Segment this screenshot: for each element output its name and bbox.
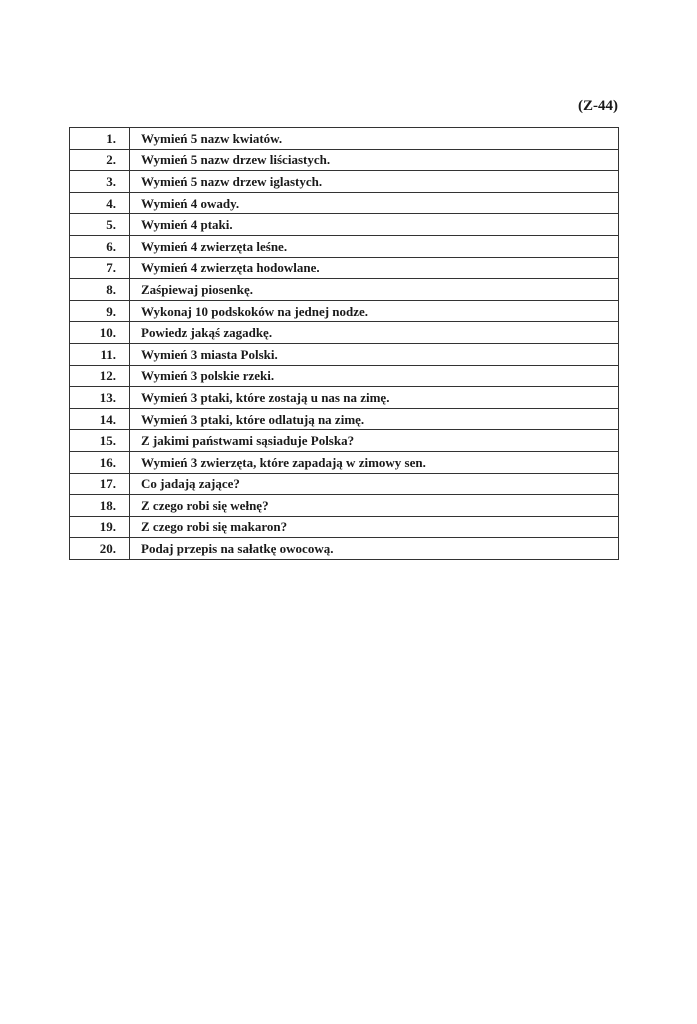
task-number: 1.: [70, 128, 130, 150]
table-row: [70, 451, 619, 473]
table-row: [70, 300, 619, 322]
task-number: 7.: [70, 257, 130, 279]
table-row: [70, 473, 619, 495]
table-row: [70, 538, 619, 560]
table-row: [70, 214, 619, 236]
task-text: Wymień 3 zwierzęta, które zapadają w zimowy sen.: [130, 451, 619, 473]
task-number: 8.: [70, 279, 130, 301]
task-number: 12.: [70, 365, 130, 387]
tasks-table-body: [70, 128, 619, 560]
task-text: Wymień 4 zwierzęta hodowlane.: [130, 257, 619, 279]
task-number: 13.: [70, 387, 130, 409]
task-number: 20.: [70, 538, 130, 560]
task-text: Wymień 4 owady.: [130, 192, 619, 214]
task-text: Wymień 3 polskie rzeki.: [130, 365, 619, 387]
table-row: [70, 495, 619, 517]
table-row: [70, 365, 619, 387]
task-number: 14.: [70, 408, 130, 430]
table-row: [70, 149, 619, 171]
task-text: Wykonaj 10 podskoków na jednej nodze.: [130, 300, 619, 322]
task-number: 15.: [70, 430, 130, 452]
table-row: [70, 343, 619, 365]
task-number: 17.: [70, 473, 130, 495]
document-code: (Z-44): [578, 98, 618, 114]
task-text: Wymień 5 nazw kwiatów.: [130, 128, 619, 150]
task-number: 11.: [70, 343, 130, 365]
task-text: Wymień 3 miasta Polski.: [130, 343, 619, 365]
table-row: [70, 279, 619, 301]
task-text: Zaśpiewaj piosenkę.: [130, 279, 619, 301]
table-row: [70, 235, 619, 257]
task-text: Wymień 4 ptaki.: [130, 214, 619, 236]
task-text: Wymień 5 nazw drzew iglastych.: [130, 171, 619, 193]
table-row: [70, 408, 619, 430]
task-text: Wymień 5 nazw drzew liściastych.: [130, 149, 619, 171]
table-row: [70, 387, 619, 409]
task-text: Wymień 4 zwierzęta leśne.: [130, 235, 619, 257]
table-row: [70, 430, 619, 452]
task-text: Powiedz jakąś zagadkę.: [130, 322, 619, 344]
task-number: 5.: [70, 214, 130, 236]
task-number: 16.: [70, 451, 130, 473]
tasks-table: [69, 127, 619, 560]
table-row: [70, 516, 619, 538]
task-number: 3.: [70, 171, 130, 193]
task-text: Z jakimi państwami sąsiaduje Polska?: [130, 430, 619, 452]
table-row: [70, 192, 619, 214]
task-text: Podaj przepis na sałatkę owocową.: [130, 538, 619, 560]
task-number: 6.: [70, 235, 130, 257]
task-text: Wymień 3 ptaki, które zostają u nas na zimę.: [130, 387, 619, 409]
task-number: 18.: [70, 495, 130, 517]
task-number: 9.: [70, 300, 130, 322]
task-number: 4.: [70, 192, 130, 214]
table-row: [70, 128, 619, 150]
task-number: 2.: [70, 149, 130, 171]
table-row: [70, 257, 619, 279]
task-number: 19.: [70, 516, 130, 538]
task-text: Z czego robi się wełnę?: [130, 495, 619, 517]
task-text: Z czego robi się makaron?: [130, 516, 619, 538]
table-row: [70, 171, 619, 193]
table-row: [70, 322, 619, 344]
task-text: Wymień 3 ptaki, które odlatują na zimę.: [130, 408, 619, 430]
task-number: 10.: [70, 322, 130, 344]
task-text: Co jadają zające?: [130, 473, 619, 495]
